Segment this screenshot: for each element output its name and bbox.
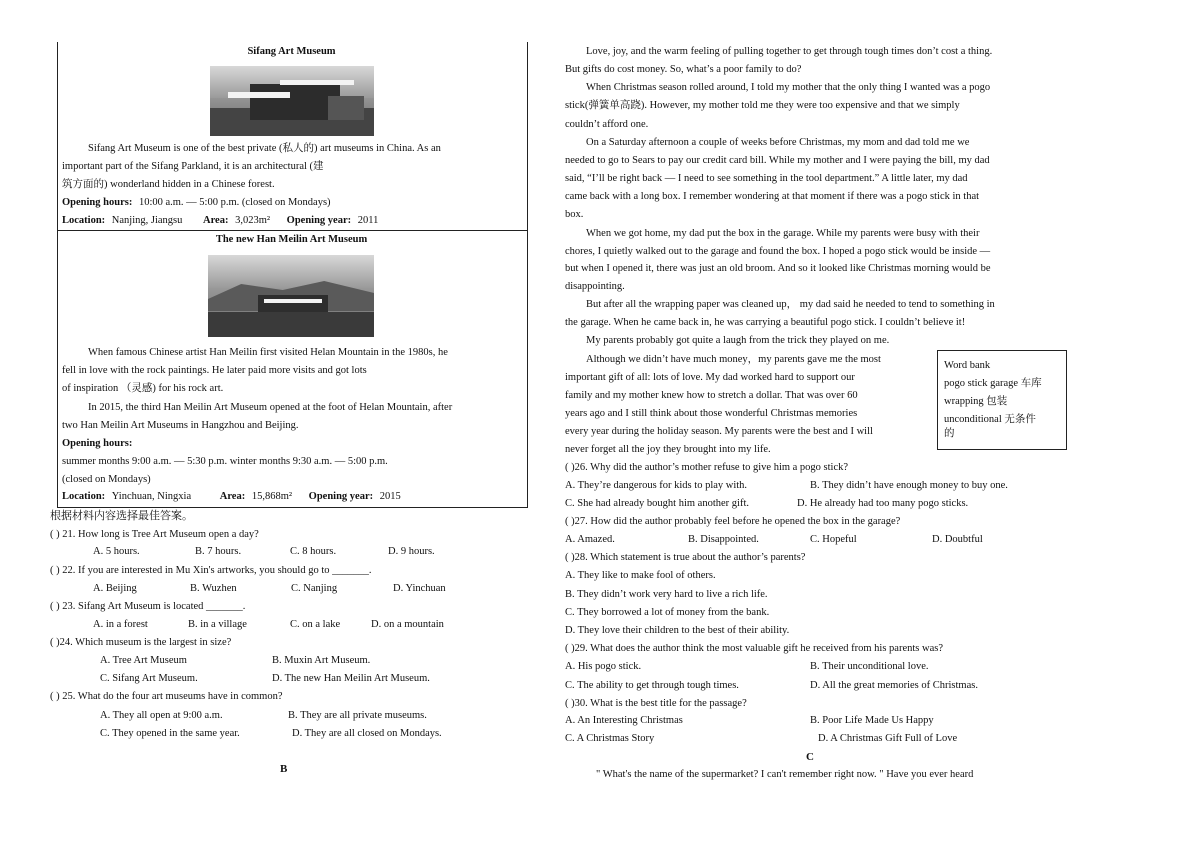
passage-line: stick(弹簧单高跷). However, my mother told me they were too expensive and that we simply bbox=[565, 100, 960, 111]
question-option[interactable]: A. 5 hours. bbox=[93, 546, 140, 557]
question-option[interactable]: C. on a lake bbox=[290, 619, 341, 630]
question-option[interactable]: B. Disappointed. bbox=[688, 534, 759, 545]
section-c-first-line: " What's the name of the supermarket? I can't remember right now. " Have you ever heard bbox=[596, 769, 974, 780]
hanmeilin-location-label: Location: bbox=[62, 491, 106, 502]
passage-line: But gifts do cost money. So, what’s a poor family to do? bbox=[565, 64, 802, 75]
question-option[interactable]: D. They love their children to the best of their ability. bbox=[565, 625, 790, 636]
question-option[interactable]: D. All the great memories of Christmas. bbox=[810, 680, 978, 691]
passage-line: chores, I quietly walked out to the garage and found the box. I hoped a pogo stick would be inside — bbox=[565, 246, 991, 257]
sifang-area-value: 3,023m² bbox=[235, 215, 271, 226]
question-option[interactable]: A. An Interesting Christmas bbox=[565, 715, 683, 726]
sifang-para-line-1: Sifang Art Museum is one of the best private (私人的) art museums in China. As an bbox=[88, 143, 441, 154]
question-option[interactable]: D. A Christmas Gift Full of Love bbox=[818, 733, 958, 744]
question-stem: ( )26. Why did the author’s mother refuse to give him a pogo stick? bbox=[565, 462, 849, 473]
question-option[interactable]: C. The ability to get through tough times. bbox=[565, 680, 739, 691]
question-option[interactable]: B. 7 hours. bbox=[195, 546, 242, 557]
question-stem: ( ) 21. How long is Tree Art Museum open a day? bbox=[50, 529, 259, 540]
sifang-year-value: 2011 bbox=[357, 215, 379, 226]
hanmeilin-title: The new Han Meilin Art Museum bbox=[215, 234, 368, 245]
passage-line: Love, joy, and the warm feeling of pulling together to get through tough times don’t cost a thing. bbox=[586, 46, 993, 57]
question-stem: ( )29. What does the author think the most valuable gift he received from his parents was? bbox=[565, 643, 943, 654]
hanmeilin-facts bbox=[62, 492, 401, 503]
section-b-heading: B bbox=[280, 763, 288, 775]
hanmeilin-year-value: 2015 bbox=[379, 491, 401, 502]
passage-line: family and my mother knew how to stretch a dollar. That was over 60 bbox=[565, 390, 858, 401]
hanmeilin-year-label: Opening year: bbox=[308, 491, 374, 502]
question-stem: ( )24. Which museum is the largest in size? bbox=[50, 637, 232, 648]
question-option[interactable]: C. She had already bought him another gift. bbox=[565, 498, 750, 509]
question-option[interactable]: A. in a forest bbox=[93, 619, 148, 630]
passage-line: disappointing. bbox=[565, 281, 625, 292]
question-option[interactable]: D. 9 hours. bbox=[388, 546, 435, 557]
question-stem: ( ) 23. Sifang Art Museum is located _______. bbox=[50, 601, 246, 612]
sifang-area-label: Area: bbox=[203, 215, 229, 226]
passage-line: but when I opened it, there was just an old broom. And so it looked like Christmas morning would be bbox=[565, 263, 991, 274]
hanmeilin-area-value: 15,868m² bbox=[251, 491, 293, 502]
sifang-museum-photo bbox=[210, 66, 374, 136]
word-bank-entry: pogo stick garage 车库 bbox=[944, 378, 1042, 389]
hanmeilin-para-line-5: two Han Meilin Art Museums in Hangzhou and Beijing. bbox=[62, 420, 299, 431]
question-option[interactable]: C. Sifang Art Museum. bbox=[100, 673, 198, 684]
passage-line: came back with a long box. I remember wondering at that moment if there was a pogo stick in that bbox=[565, 191, 980, 202]
hanmeilin-para-line-4: In 2015, the third Han Meilin Art Museum opened at the foot of Helan Mountain, after bbox=[88, 402, 453, 413]
question-stem: ( )28. Which statement is true about the author’s parents? bbox=[565, 552, 806, 563]
passage-line: couldn’t afford one. bbox=[565, 119, 649, 130]
question-option[interactable]: A. His pogo stick. bbox=[565, 661, 642, 672]
question-option[interactable]: A. Amazed. bbox=[565, 534, 615, 545]
sifang-location-label: Location: bbox=[62, 215, 106, 226]
question-option[interactable]: A. They all open at 9:00 a.m. bbox=[100, 710, 223, 721]
question-option[interactable]: D. on a mountain bbox=[371, 619, 444, 630]
passage-line: box. bbox=[565, 209, 584, 220]
hanmeilin-hours-label: Opening hours: bbox=[62, 438, 133, 449]
passage-line: every year during the holiday season. My parents were the best and I will bbox=[565, 426, 873, 437]
question-option[interactable]: B. Their unconditional love. bbox=[810, 661, 929, 672]
word-bank-entry: unconditional 无条件 bbox=[944, 414, 1036, 425]
passage-line: Although we didn’t have much money，my parents gave me the most bbox=[586, 354, 881, 365]
question-option[interactable]: A. They like to make fool of others. bbox=[565, 570, 716, 581]
question-stem: ( ) 22. If you are interested in Mu Xin's artworks, you should go to _______. bbox=[50, 565, 372, 576]
passage-line: But after all the wrapping paper was cleaned up， my dad said he needed to tend to something in bbox=[586, 299, 995, 310]
word-bank-box bbox=[937, 350, 1067, 450]
sifang-facts bbox=[62, 216, 378, 227]
sifang-para-line-3: 筑方面的) wonderland hidden in a Chinese forest. bbox=[62, 179, 275, 190]
sifang-para-line-2: important part of the Sifang Parkland, it is an architectural (建 bbox=[62, 161, 324, 172]
question-option[interactable]: D. The new Han Meilin Art Museum. bbox=[272, 673, 430, 684]
question-option[interactable]: B. Poor Life Made Us Happy bbox=[810, 715, 934, 726]
sifang-hours-label: Opening hours: bbox=[62, 197, 133, 208]
hanmeilin-closed-line: (closed on Mondays) bbox=[62, 474, 151, 485]
hanmeilin-area-label: Area: bbox=[219, 491, 246, 502]
passage-line: the garage. When he came back in, he was carrying a beautiful pogo stick. I couldn’t believe it! bbox=[565, 317, 966, 328]
passage-line: needed to go to Sears to pay our credit card bill. While my mother and I were paying the bill, my dad bbox=[565, 155, 990, 166]
passage-line: years ago and I still think about those wonderful Christmas memories bbox=[565, 408, 858, 419]
word-bank-entry: 的 bbox=[944, 428, 955, 439]
question-option[interactable]: D. They are all closed on Mondays. bbox=[292, 728, 442, 739]
passage-line: When Christmas season rolled around, I told my mother that the only thing I wanted was a pogo bbox=[586, 82, 991, 93]
question-option[interactable]: A. Tree Art Museum bbox=[100, 655, 187, 666]
hanmeilin-para-line-1: When famous Chinese artist Han Meilin first visited Helan Mountain in the 1980s, he bbox=[88, 347, 448, 358]
question-option[interactable]: D. Doubtful bbox=[932, 534, 983, 545]
passage-line: important gift of all: lots of love. My dad worked hard to support our bbox=[565, 372, 855, 383]
instruction-text: 根据材料内容选择最佳答案。 bbox=[50, 510, 193, 522]
sifang-year-label: Opening year: bbox=[286, 215, 352, 226]
question-option[interactable]: C. 8 hours. bbox=[290, 546, 337, 557]
question-option[interactable]: D. Yinchuan bbox=[393, 583, 446, 594]
question-option[interactable]: B. Muxin Art Museum. bbox=[272, 655, 371, 666]
passage-line: My parents probably got quite a laugh from the trick they played on me. bbox=[586, 335, 890, 346]
question-stem: ( )27. How did the author probably feel before he opened the box in the garage? bbox=[565, 516, 901, 527]
question-option[interactable]: C. Nanjing bbox=[291, 583, 338, 594]
sifang-hours bbox=[62, 198, 331, 209]
section-c-heading: C bbox=[806, 751, 814, 763]
hanmeilin-museum-photo bbox=[208, 255, 374, 337]
question-option[interactable]: B. They didn’t have enough money to buy one. bbox=[810, 480, 1008, 491]
hanmeilin-para-line-2: fell in love with the rock paintings. He later paid more visits and got lots bbox=[62, 365, 367, 376]
question-option[interactable]: C. Hopeful bbox=[810, 534, 857, 545]
question-option[interactable]: B. They didn’t work very hard to live a rich life. bbox=[565, 589, 768, 600]
hanmeilin-hours-line: summer months 9:00 a.m. — 5:30 p.m. winter months 9:30 a.m. — 5:00 p.m. bbox=[62, 456, 388, 467]
passage-line: said, “I’ll be right back — I need to see something in the tool department.” A little later, my dad bbox=[565, 173, 968, 184]
hanmeilin-para-line-3: of inspiration （灵感) for his rock art. bbox=[62, 383, 224, 394]
question-option[interactable]: C. A Christmas Story bbox=[565, 733, 655, 744]
word-bank-entry: wrapping 包装 bbox=[944, 396, 1008, 407]
question-option[interactable]: B. They are all private museums. bbox=[288, 710, 427, 721]
question-option[interactable]: C. They opened in the same year. bbox=[100, 728, 240, 739]
question-option[interactable]: C. They borrowed a lot of money from the bank. bbox=[565, 607, 770, 618]
question-option[interactable]: D. He already had too many pogo sticks. bbox=[797, 498, 969, 509]
museum-divider bbox=[57, 230, 527, 231]
word-bank-title: Word bank bbox=[944, 360, 991, 371]
question-option[interactable]: A. Beijing bbox=[93, 583, 137, 594]
sifang-location-value: Nanjing, Jiangsu bbox=[111, 215, 183, 226]
question-option[interactable]: B. Wuzhen bbox=[190, 583, 237, 594]
question-option[interactable]: B. in a village bbox=[188, 619, 247, 630]
question-stem: ( )30. What is the best title for the passage? bbox=[565, 698, 747, 709]
hanmeilin-location-value: Yinchuan, Ningxia bbox=[111, 491, 192, 502]
passage-line: never forget all the joy they brought into my life. bbox=[565, 444, 771, 455]
passage-line: On a Saturday afternoon a couple of weeks before Christmas, my mom and dad told me we bbox=[586, 137, 970, 148]
sifang-title: Sifang Art Museum bbox=[247, 46, 336, 57]
question-option[interactable]: A. They’re dangerous for kids to play with. bbox=[565, 480, 748, 491]
sifang-hours-value: 10:00 a.m. — 5:00 p.m. (closed on Mondays) bbox=[138, 197, 331, 208]
question-stem: ( ) 25. What do the four art museums have in common? bbox=[50, 691, 283, 702]
passage-line: When we got home, my dad put the box in the garage. While my parents were busy with their bbox=[586, 228, 980, 239]
